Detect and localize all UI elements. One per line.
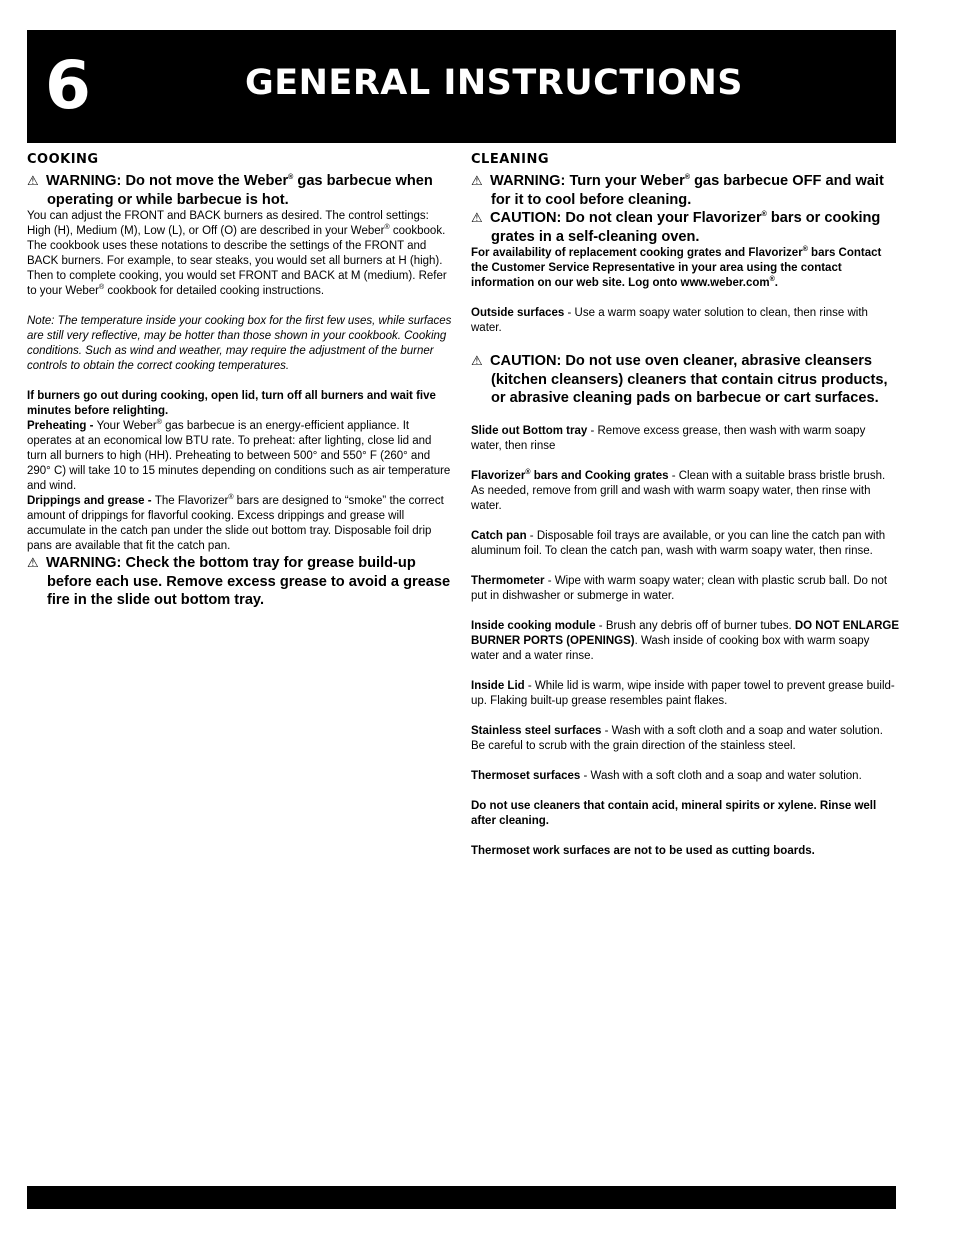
burners-out-text: If burners go out during cooking, open lid, turn off all burners and wait five minutes before relighting.: [27, 390, 436, 417]
page-title: GENERAL INSTRUCTIONS: [245, 63, 743, 103]
no-acid-text: Do not use cleaners that contain acid, mineral spirits or xylene. Rinse well after cleaning.: [471, 799, 877, 827]
cooking-warning-grease: [27, 554, 452, 610]
cleaning-warning-off: [471, 172, 899, 209]
no-cutting-text: Thermoset work surfaces are not to be used as cutting boards.: [471, 844, 815, 857]
page-number: 6: [45, 47, 90, 124]
footer-bar: [27, 1186, 896, 1209]
catch-pan: [471, 529, 899, 559]
inside-lid-text: - While lid is warm, wipe inside with paper towel to prevent grease build-up. Flaking built-up grease resembles paint flakes.: [471, 679, 895, 707]
availability-text: For availability of replacement cooking grates and Flavorizer® bars Contact the Customer Service Representative in your area using the contact information on our web site. Log onto www.weber.com®.: [471, 246, 882, 289]
outside-text: - Use a warm soapy water solution to clean, then rinse with water.: [471, 307, 868, 334]
cleaning-caution-oven: [471, 209, 899, 246]
cooking-warning-grease-text: WARNING: Check the bottom tray for grease build-up before each use. Remove excess grease to avoid a grease fire in the slide out bottom tray.: [46, 555, 451, 608]
drippings-paragraph: [27, 494, 452, 554]
thermo-text: - Wipe with warm soapy water; clean with plastic scrub ball. Do not put in dishwasher or submerge in water.: [471, 574, 888, 602]
inside-module-text1: - Brush any debris off of burner tubes.: [595, 619, 795, 632]
catch-text: - Disposable foil trays are available, or you can line the catch pan with aluminum foil. To clean the catch pan, wash with warm soapy water, then rinse.: [471, 529, 886, 557]
thermoset-label: Thermoset surfaces: [471, 769, 581, 782]
cleaning-column: [471, 152, 899, 859]
cooking-warning-move: [27, 172, 452, 209]
inside-lid-label: Inside Lid: [471, 679, 525, 692]
availability-notice: [471, 246, 899, 291]
preheating-paragraph: [27, 419, 452, 494]
preheating-label: Preheating -: [27, 420, 97, 432]
thermoset-surfaces: [471, 769, 899, 784]
cooking-column: [27, 152, 452, 610]
catch-label: Catch pan: [471, 529, 527, 542]
outside-surfaces: [471, 306, 899, 336]
cooking-note: Note: The temperature inside your cooking box for the first few uses, while surfaces are still very reflective, may be hotter than those shown in your cookbook. Cooking conditions. Such as wind and weather, may require the adjustment of the burner controls to obtain the correct cooking temperatures.: [27, 315, 452, 372]
cleaning-caution-cleansers-text: CAUTION: Do not use oven cleaner, abrasive cleansers (kitchen cleansers) cleaners that contain citrus products, or abrasive cleaning pads on barbecue or cart surfaces.: [490, 353, 888, 406]
no-cutting-notice: [471, 844, 899, 859]
flavorizer-label: Flavorizer® bars and Cooking grates: [471, 468, 669, 482]
inside-module-bold: DO NOT ENLARGE BURNER PORTS (OPENINGS): [471, 619, 899, 647]
inside-module-text2: . Wash inside of cooking box with warm soapy water and a water rinse.: [471, 634, 870, 662]
cooking-heading: COOKING: [27, 152, 99, 167]
stainless-steel: [471, 724, 899, 754]
thermo-label: Thermometer: [471, 574, 545, 587]
outside-label: Outside surfaces: [471, 307, 565, 319]
thermometer: [471, 574, 899, 604]
warning-triangle-icon: ⚠: [471, 353, 483, 368]
flavorizer-text: - Clean with a suitable brass bristle brush. As needed, remove from grill and wash with warm soapy water, then rinse with water.: [471, 469, 886, 512]
slide-label: Slide out Bottom tray: [471, 424, 588, 437]
cleaning-caution-oven-text: CAUTION: Do not clean your Flavorizer® bars or cooking grates in a self-cleaning oven.: [490, 210, 881, 245]
inside-cooking-module: [471, 619, 899, 664]
warning-triangle-icon: ⚠: [27, 173, 39, 188]
warning-triangle-icon: ⚠: [471, 210, 483, 225]
warning-triangle-icon: ⚠: [471, 173, 483, 188]
cleaning-heading: CLEANING: [471, 152, 550, 167]
flavorizer-bars: [471, 469, 899, 514]
drippings-label: Drippings and grease -: [27, 495, 155, 507]
inside-lid: [471, 679, 899, 709]
cleaning-warning-off-text: WARNING: Turn your Weber® gas barbecue OFF and wait for it to cool before cleaning.: [490, 173, 884, 208]
thermoset-text: - Wash with a soft cloth and a soap and water solution.: [580, 769, 862, 782]
cooking-intro: You can adjust the FRONT and BACK burners as desired. The control settings: High (H), Medium (M), Low (L), or Off (O) are described in your Weber® cookbook. The cookbook uses these notations to describe the settings of the FRONT and BACK burners. For example, to sear steaks, you would set all burners at H (high). Then to complete cooking, you would set FRONT and BACK at M (medium). Refer to your Weber® cookbook for detailed cooking instructions.: [27, 210, 447, 297]
slide-text: - Remove excess grease, then wash with warm soapy water, then rinse: [471, 424, 866, 452]
slide-out-tray: [471, 424, 899, 454]
warning-triangle-icon: ⚠: [27, 555, 39, 570]
cleaning-caution-cleansers: [471, 352, 899, 408]
cooking-warning-move-text: WARNING: Do not move the Weber® gas barbecue when operating or while barbecue is hot.: [46, 173, 433, 208]
drippings-text: The Flavorizer® bars are designed to “smoke” the correct amount of drippings for flavorful cooking. Excess drippings and grease will accumulate in the catch pan under the slide out bottom tray. Disposable foil drip pans are available that fit the catch pan.: [27, 494, 444, 552]
header-bar: [27, 30, 896, 143]
inside-module-label: Inside cooking module: [471, 619, 596, 632]
preheating-text: Your Weber® gas barbecue is an energy-efficient appliance. It operates at an economical low BTU rate. To preheat: after lighting, close lid and turn all burners to high (HH). Preheating to between 500° and 550° F (260° and 290° C) will take 10 to 15 minutes depending on conditions such as air temperature and wind.: [27, 419, 451, 492]
stainless-label: Stainless steel surfaces: [471, 724, 602, 737]
stainless-text: - Wash with a soft cloth and a soap and water solution. Be careful to scrub with the grain direction of the stainless steel.: [471, 724, 883, 752]
no-acid-notice: [471, 799, 899, 829]
burners-out-notice: [27, 389, 452, 419]
